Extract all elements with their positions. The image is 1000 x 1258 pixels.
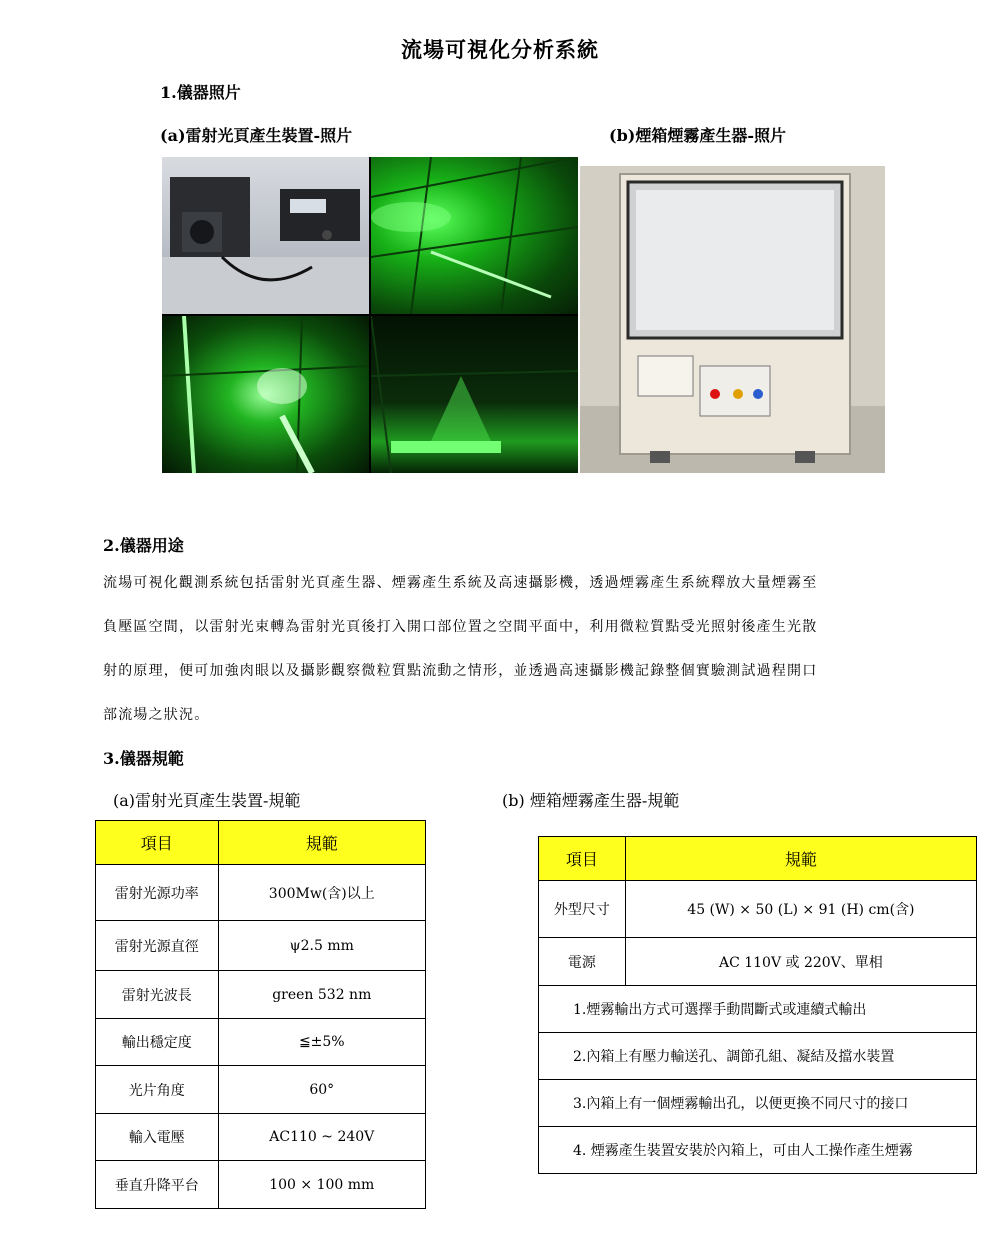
table-row	[96, 971, 426, 1019]
header-item: 項目	[96, 821, 219, 865]
smoke-generator-photo	[580, 166, 885, 473]
table-row	[539, 1127, 977, 1174]
header-item: 項目	[539, 837, 626, 881]
table-row	[96, 1066, 426, 1114]
laser-sheet-illustration-1	[371, 157, 578, 314]
row-label: 雷射光波長	[96, 971, 219, 1019]
note-row: 2.內箱上有壓力輸送孔、調節孔組、凝結及擋水裝置	[539, 1033, 977, 1080]
laser-sheet-illustration-2	[162, 316, 369, 473]
row-label: 輸出穩定度	[96, 1019, 219, 1066]
row-value: AC110 ~ 240V	[218, 1114, 425, 1161]
laser-device-illustration	[162, 157, 369, 314]
spec-caption-a: (a)雷射光頁產生裝置-規範	[113, 791, 301, 810]
table-row	[96, 1019, 426, 1066]
smoke-generator-illustration	[580, 166, 885, 473]
row-label: 雷射光源直徑	[96, 921, 219, 971]
row-value: 100 × 100 mm	[218, 1161, 425, 1209]
row-value: 300Mw(含)以上	[218, 865, 425, 921]
photo-caption-b: (b)煙箱煙霧產生器-照片	[609, 126, 786, 145]
table-row	[539, 881, 977, 938]
note-row: 1.煙霧輸出方式可選擇手動間斷式或連續式輸出	[539, 986, 977, 1033]
usage-paragraph	[103, 573, 903, 749]
row-label: 外型尺寸	[539, 881, 626, 938]
row-value: 60°	[218, 1066, 425, 1114]
row-value: green 532 nm	[218, 971, 425, 1019]
section1-heading: 1.儀器照片	[160, 83, 241, 102]
note-row: 4. 煙霧產生裝置安裝於內箱上，可由人工操作產生煙霧	[539, 1127, 977, 1174]
laser-spec-table	[95, 820, 426, 1209]
spec-caption-b: (b) 煙箱煙霧產生器-規範	[502, 791, 680, 810]
laser-device-photo	[162, 157, 369, 314]
laser-sheet-photo-2	[162, 316, 369, 473]
table-header-row	[96, 821, 426, 865]
section3-heading: 3.儀器規範	[103, 749, 184, 768]
table-row	[96, 1161, 426, 1209]
table-row	[539, 938, 977, 986]
laser-photo-collage	[162, 157, 578, 473]
usage-line-4: 部流場之狀況。	[103, 707, 210, 723]
note-row: 3.內箱上有一個煙霧輸出孔，以便更換不同尺寸的接口	[539, 1080, 977, 1127]
laser-sheet-photo-3	[371, 316, 578, 473]
row-value: ≦±5%	[218, 1019, 425, 1066]
usage-line-3: 射的原理，便可加強肉眼以及攝影觀察微粒質點流動之情形，並透過高速攝影機記錄整個實驗測試過程開口	[103, 663, 818, 679]
laser-sheet-illustration-3	[371, 316, 578, 473]
laser-sheet-photo-1	[371, 157, 578, 314]
row-label: 垂直升降平台	[96, 1161, 219, 1209]
header-spec: 規範	[625, 837, 976, 881]
row-value: 45 (W) × 50 (L) × 91 (H) cm(含)	[625, 881, 976, 938]
photo-caption-a: (a)雷射光頁產生裝置-照片	[160, 126, 353, 145]
table-row	[539, 1080, 977, 1127]
table-row	[539, 986, 977, 1033]
table-row	[96, 1114, 426, 1161]
table-row	[96, 921, 426, 971]
row-label: 光片角度	[96, 1066, 219, 1114]
table-header-row	[539, 837, 977, 881]
header-spec: 規範	[218, 821, 425, 865]
row-label: 雷射光源功率	[96, 865, 219, 921]
usage-line-2: 負壓區空間，以雷射光束轉為雷射光頁後打入開口部位置之空間平面中，利用微粒質點受光照射後產生光散	[103, 619, 818, 635]
table-row	[96, 865, 426, 921]
section2-heading: 2.儀器用途	[103, 536, 184, 555]
table-row	[539, 1033, 977, 1080]
usage-line-1: 流場可視化觀測系統包括雷射光頁產生器、煙霧產生系統及高速攝影機，透過煙霧產生系統釋放大量煙霧至	[103, 575, 818, 591]
row-label: 電源	[539, 938, 626, 986]
row-label: 輸入電壓	[96, 1114, 219, 1161]
row-value: ψ2.5 mm	[218, 921, 425, 971]
page-title: 流場可視化分析系統	[401, 37, 599, 62]
row-value: AC 110V 或 220V、單相	[625, 938, 976, 986]
smoke-spec-table	[538, 836, 977, 1174]
